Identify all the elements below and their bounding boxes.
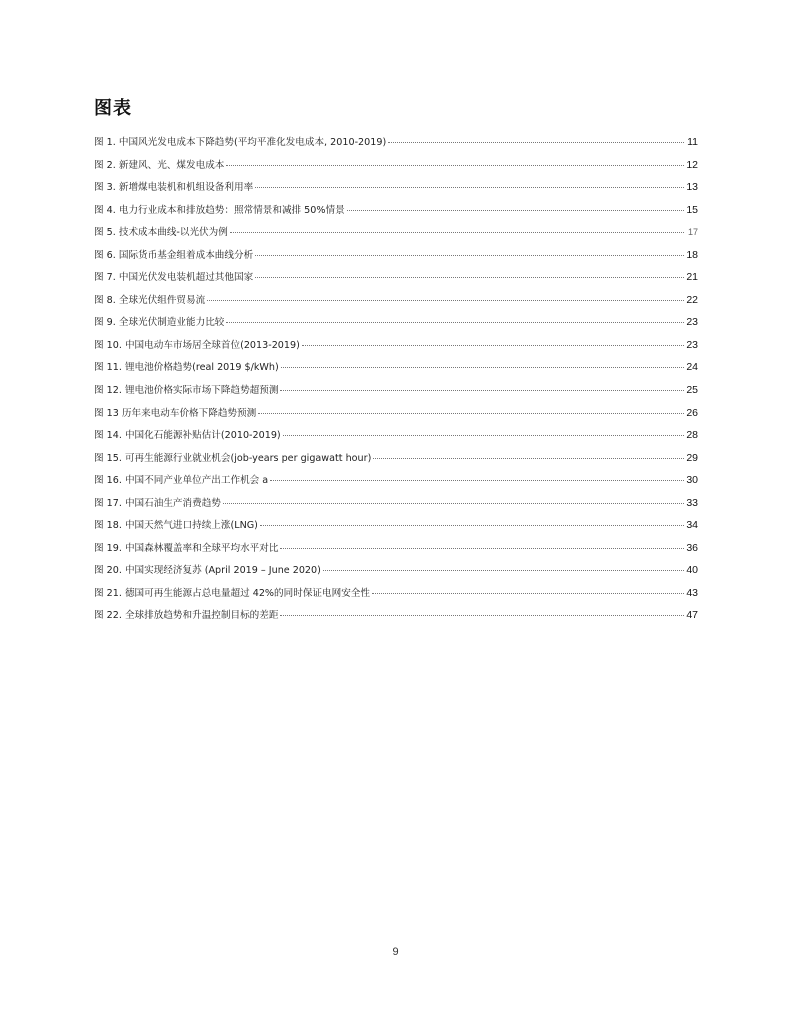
toc-entry-page: 43	[686, 586, 698, 599]
toc-entry[interactable]	[94, 609, 698, 632]
toc-leader-dots	[280, 615, 684, 616]
toc-leader-dots	[280, 390, 684, 391]
toc-entry[interactable]	[94, 452, 698, 475]
toc-entry-title: 图 1. 中国风光发电成本下降趋势(平均平准化发电成本, 2010-2019)	[94, 137, 387, 148]
toc-entry-title: 图 6. 国际货币基金组着成本曲线分析	[94, 249, 254, 261]
toc-leader-dots	[283, 435, 684, 436]
toc-entry-title: 图 18. 中国天然气进口持续上涨(LNG)	[94, 520, 258, 532]
toc-entry[interactable]	[94, 294, 698, 317]
toc-entry[interactable]	[94, 136, 698, 159]
toc-entry-title: 图 21. 德国可再生能源占总电量超过 42%的同时保证电网安全性	[94, 587, 370, 599]
toc-leader-dots	[388, 142, 684, 143]
toc-leader-dots	[223, 503, 684, 504]
toc-entry-page: 22	[686, 293, 698, 306]
toc-entry-page: 12	[686, 158, 698, 171]
toc-leader-dots	[258, 413, 684, 414]
page-heading: 图表	[94, 98, 132, 119]
toc-entry-title: 图 4. 电力行业成本和排放趋势：照常情景和减排 50%情景	[94, 204, 345, 216]
toc-entry[interactable]	[94, 519, 698, 542]
toc-entry[interactable]	[94, 564, 698, 587]
figure-list	[94, 136, 698, 632]
toc-entry-title: 图 14. 中国化石能源补贴估计(2010-2019)	[94, 430, 281, 442]
toc-entry[interactable]	[94, 384, 698, 407]
toc-entry-title: 图 7. 中国光伏发电装机超过其他国家	[94, 272, 254, 284]
toc-entry-page: 40	[686, 564, 698, 577]
toc-entry-page: 25	[686, 384, 698, 397]
toc-entry-page: 47	[686, 609, 698, 622]
toc-leader-dots	[302, 345, 684, 346]
toc-entry-page: 23	[686, 338, 698, 351]
toc-leader-dots	[260, 525, 684, 526]
toc-entry-title: 图 22. 全球排放趋势和升温控制目标的差距	[94, 610, 279, 622]
toc-entry-page: 17	[687, 227, 698, 238]
toc-entry-title: 图 5. 技术成本曲线-以光伏为例	[94, 227, 228, 239]
toc-entry-page: 26	[686, 406, 698, 419]
toc-leader-dots	[230, 232, 684, 233]
toc-entry-title: 图 19. 中国森林覆盖率和全球平均水平对比	[94, 542, 279, 554]
toc-entry-page: 21	[686, 271, 698, 284]
toc-entry[interactable]	[94, 249, 698, 272]
toc-leader-dots	[347, 210, 684, 211]
toc-leader-dots	[226, 165, 684, 166]
toc-leader-dots	[270, 480, 684, 481]
toc-entry-page: 29	[686, 451, 698, 464]
toc-entry[interactable]	[94, 497, 698, 520]
toc-entry-title: 图 9. 全球光伏制造业能力比较	[94, 317, 225, 329]
toc-leader-dots	[372, 593, 684, 594]
toc-entry[interactable]	[94, 361, 698, 384]
toc-leader-dots	[255, 277, 684, 278]
toc-entry-title: 图 16. 中国不同产业单位产出工作机会 a	[94, 475, 269, 487]
toc-entry[interactable]	[94, 226, 698, 249]
toc-entry[interactable]	[94, 316, 698, 339]
toc-entry[interactable]	[94, 429, 698, 452]
toc-entry-page: 34	[686, 519, 698, 532]
toc-entry-page: 18	[686, 248, 698, 261]
toc-entry[interactable]	[94, 204, 698, 227]
toc-leader-dots	[207, 300, 684, 301]
toc-entry-title: 图 10. 中国电动车市场居全球首位(2013-2019)	[94, 339, 300, 351]
toc-entry-page: 23	[686, 316, 698, 329]
toc-entry-page: 28	[686, 429, 698, 442]
toc-leader-dots	[280, 548, 684, 549]
toc-entry[interactable]	[94, 407, 698, 430]
toc-leader-dots	[226, 322, 684, 323]
toc-entry-title: 图 3. 新增煤电装机和机组设备利用率	[94, 182, 254, 194]
toc-entry-title: 图 13 历年来电动车价格下降趋势预测	[94, 407, 257, 419]
toc-entry-title: 图 2. 新建风、光、煤发电成本	[94, 159, 225, 171]
toc-entry-page: 30	[686, 474, 698, 487]
toc-leader-dots	[255, 255, 684, 256]
toc-entry-title: 图 12. 锂电池价格实际市场下降趋势超预测	[94, 385, 279, 397]
toc-entry-page: 11	[687, 136, 698, 148]
toc-entry-page: 15	[686, 203, 698, 216]
toc-leader-dots	[281, 367, 684, 368]
toc-entry[interactable]	[94, 339, 698, 362]
toc-entry-page: 36	[686, 541, 698, 554]
toc-entry[interactable]	[94, 271, 698, 294]
toc-leader-dots	[255, 187, 684, 188]
toc-leader-dots	[373, 458, 684, 459]
toc-entry-title: 图 15. 可再生能源行业就业机会(job-years per gigawatt hour)	[94, 452, 372, 464]
toc-leader-dots	[323, 570, 684, 571]
toc-entry-page: 13	[686, 181, 698, 194]
toc-entry[interactable]	[94, 587, 698, 610]
toc-entry-title: 图 20. 中国实现经济复苏 (April 2019 – June 2020)	[94, 565, 321, 577]
toc-entry-page: 33	[686, 496, 698, 509]
toc-entry-title: 图 17. 中国石油生产消费趋势	[94, 497, 221, 509]
toc-entry-title: 图 8. 全球光伏组件贸易流	[94, 294, 206, 306]
toc-entry[interactable]	[94, 181, 698, 204]
toc-entry[interactable]	[94, 474, 698, 497]
toc-entry-page: 24	[686, 361, 698, 374]
page-number: 9	[392, 946, 399, 958]
toc-entry[interactable]	[94, 159, 698, 182]
toc-entry-title: 图 11. 锂电池价格趋势(real 2019 $/kWh)	[94, 362, 279, 374]
toc-entry[interactable]	[94, 542, 698, 565]
